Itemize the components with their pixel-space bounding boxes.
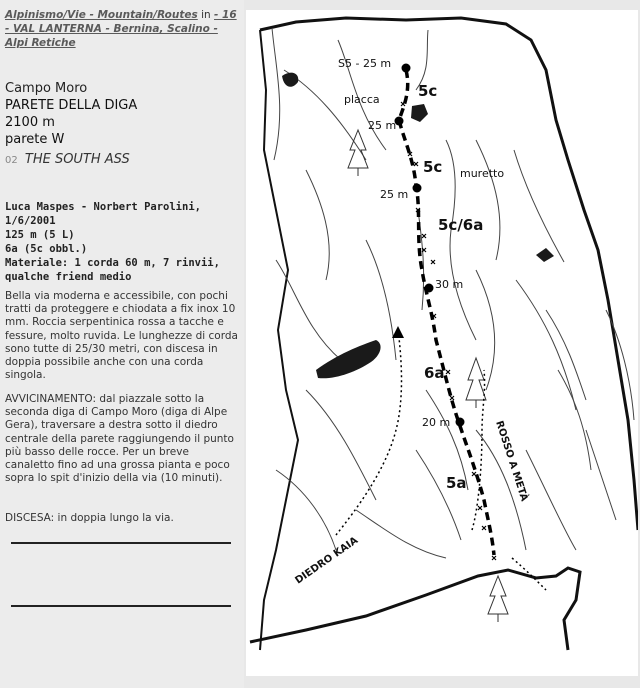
route-area: Campo Moro [5,81,88,96]
label-muretto: muretto [460,167,505,180]
label-diedro-kaia: DIEDRO KAIA [293,535,361,587]
route-info-panel [0,0,244,688]
label-grade-4: 6a [424,364,445,382]
label-rosso-a-meta: ROSSO A METÀ [493,419,530,503]
detail-authors: Luca Maspes - Norbert Parolini, 1/6/2001 [5,201,201,227]
detail-grade: 6a (5c obbl.) [5,243,88,255]
divider-line [11,605,231,607]
detail-gear: Materiale: 1 corda 60 m, 7 rinvii, qualche friend medio [5,257,220,283]
route-details [5,200,241,284]
rock-face-outline [260,18,638,530]
belay-point [425,284,434,293]
label-belay-4: 20 m [422,416,451,429]
route-subtitle [5,152,130,167]
dark-rock-patch [282,73,298,87]
belay-point [456,418,465,427]
label-placca: placca [344,93,380,106]
route-subname: THE SOUTH ASS [24,152,130,167]
label-grade-2: 5c [423,158,443,176]
label-belay-1: 25 m [368,119,397,132]
label-belay-3: 30 m [435,278,464,291]
dark-rock-patch [316,340,381,378]
topo-map [246,10,638,676]
breadcrumb-separator: in [197,9,215,21]
approach-paragraph: AVVICINAMENTO: dal piazzale sotto la seconda diga di Campo Moro (diga di Alpe Gera), traversare a destra sotto il diedro centrale della parete raggiungendo il punto più basso delle rocce. Per un breve canaletto fino ad una grossa pianta e poco sopra lo spit d'inizio della via (10 minuti). [5,393,234,485]
label-grade-1: 5c [418,82,438,100]
up-arrow-icon [392,326,404,338]
route-number: 02 [5,155,18,166]
label-grade-5: 5a [446,474,467,492]
route-name: PARETE DELLA DIGA [5,98,138,113]
divider-line [11,542,231,544]
topo-drawing [246,10,638,676]
label-belay-2: 25 m [380,188,409,201]
belay-point [413,184,422,193]
belay-point [402,64,411,73]
dark-rock-patch [411,104,428,122]
route-face: parete W [5,132,65,147]
detail-length: 125 m (5 L) [5,229,75,241]
description-paragraph: Bella via moderna e accessibile, con pochi tratti da proteggere e chiodata a fix inox 10 mm. Roccia serpentinica rossa a tacche e fessure, molto ruvida. Le lunghezze di corda sono tutte di 25/30 metri, con discesa in doppia possibile anche con una corda singola. [5,290,238,382]
label-grade-3: 5c/6a [438,216,484,234]
breadcrumb [5,8,241,50]
route-title-block [5,97,137,148]
breadcrumb-link-valley[interactable]: - 16 - VAL LANTERNA - Bernina, Scalino - Alpi Retiche [5,9,237,49]
descent-paragraph: DISCESA: in doppia lungo la via. [5,512,174,524]
tree-icon [488,576,508,622]
label-s5: S5 - 25 m [338,57,392,70]
breadcrumb-link-category[interactable]: Alpinismo/Vie - Mountain/Routes [5,9,198,21]
route-altitude: 2100 m [5,115,55,130]
dark-rock-patch [536,248,554,262]
